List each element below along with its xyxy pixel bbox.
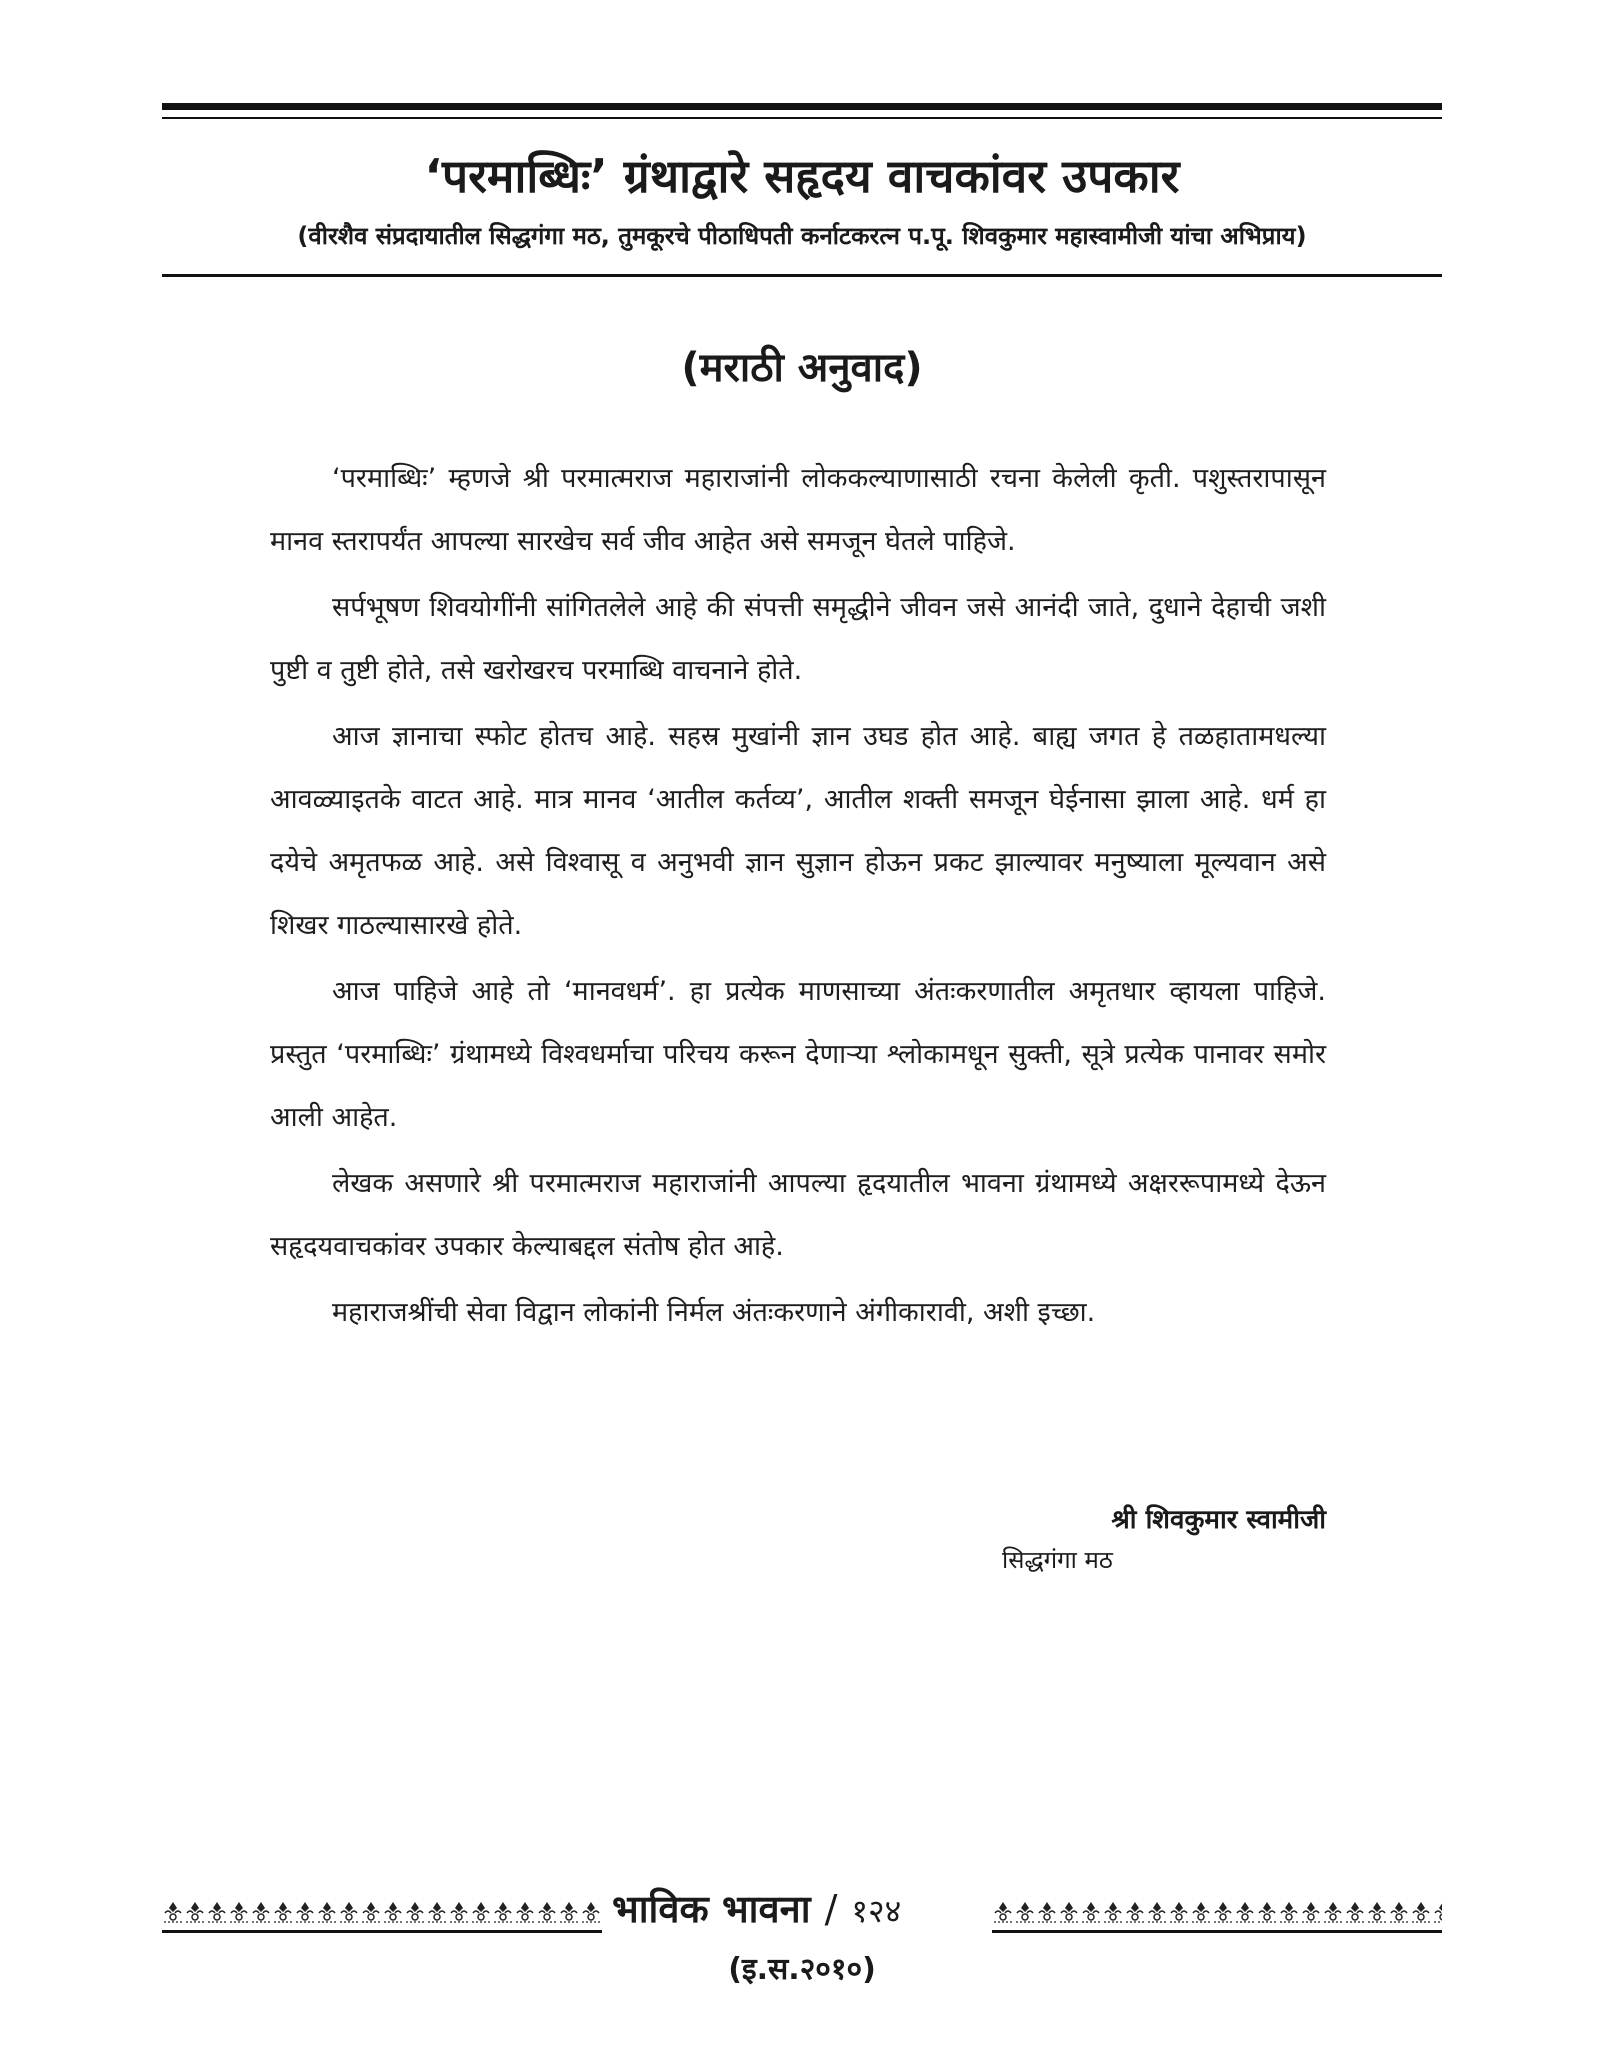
signature-place: सिद्धगंगा मठ	[1002, 1546, 1113, 1574]
footer-ornament-right	[992, 1900, 1442, 1926]
paragraph: आज ज्ञानाचा स्फोट होतच आहे. सहस्र मुखांनी ज्ञान उघड होत आहे. बाह्य जगत हे तळहातामधल्या आवळ्याइतके वाटत आहे. मात्र मानव ‘आतील कर्तव्य’, आतील शक्ती समजून घेईनासा झाला आहे. धर्म हा दयेचे अमृतफळ आहे. असे विश्वासू व अनुभवी ज्ञान सुज्ञान होऊन प्रकट झाल्यावर मनुष्याला मूल्यवान असे शिखर गाठल्यासारखे होते.	[270, 721, 1326, 941]
paragraph: आज पाहिजे आहे तो ‘मानवधर्म’. हा प्रत्येक माणसाच्या अंतःकरणातील अमृतधार व्हायला पाहिजे. प्रस्तुत ‘परमाब्धिः’ ग्रंथामध्ये विश्वधर्माचा परिचय करून देणाऱ्या श्लोकामधून सुक्ती, सूत्रे प्रत्येक पानावर समोर आली आहेत.	[270, 976, 1326, 1133]
top-rule-thick	[162, 103, 1442, 110]
page-title: ‘परमाब्धिः’ ग्रंथाद्वारे सहृदय वाचकांवर उपकार	[424, 149, 1180, 203]
paragraph: ‘परमाब्धिः’ म्हणजे श्री परमात्मराज महाराजांनी लोककल्याणासाठी रचना केलेली कृती. पशुस्तरापासून मानव स्तरापर्यंत आपल्या सारखेच सर्व जीव आहेत असे समजून घेतले पाहिजे.	[270, 463, 1326, 557]
header-divider	[162, 274, 1442, 277]
paragraph: सर्पभूषण शिवयोगींनी सांगितलेले आहे की संपत्ती समृद्धीने जीवन जसे आनंदी जाते, दुधाने देहाची जशी पुष्टी व तुष्टी होते, तसे खरोखरच परमाब्धि वाचनाने होते.	[270, 592, 1326, 686]
footer-separator: /	[824, 1887, 838, 1931]
footer-ornament-left	[162, 1900, 602, 1926]
footer-book-title	[612, 1884, 982, 1936]
page-footer	[162, 1880, 1442, 1940]
page-number: १२४	[851, 1892, 902, 1930]
footer-title-text: भाविक भावना	[612, 1887, 811, 1931]
footer-rule-right	[992, 1930, 1442, 1933]
footer-rule-left	[162, 1930, 602, 1933]
footer-year: (इ.स.२०१०)	[728, 1952, 876, 1987]
article-body	[270, 447, 1326, 1347]
paragraph: महाराजश्रींची सेवा विद्वान लोकांनी निर्मल अंतःकरणाने अंगीकारावी, अशी इच्छा.	[332, 1297, 1096, 1328]
signature-block	[960, 1500, 1326, 1580]
section-heading: (मराठी अनुवाद)	[681, 345, 923, 391]
top-rule-thin	[162, 117, 1442, 119]
page-subtitle: (वीरशैव संप्रदायातील सिद्धगंगा मठ, तुमकूरचे पीठाधिपती कर्नाटकरत्न प.पू. शिवकुमार महास्वामीजी यांचा अभिप्राय)	[297, 222, 1307, 250]
signature-name: श्री शिवकुमार स्वामीजी	[1111, 1505, 1326, 1535]
paragraph: लेखक असणारे श्री परमात्मराज महाराजांनी आपल्या हृदयातील भावना ग्रंथामध्ये अक्षररूपामध्ये देऊन सहृदयवाचकांवर उपकार केल्याबद्दल संतोष होत आहे.	[270, 1168, 1326, 1262]
